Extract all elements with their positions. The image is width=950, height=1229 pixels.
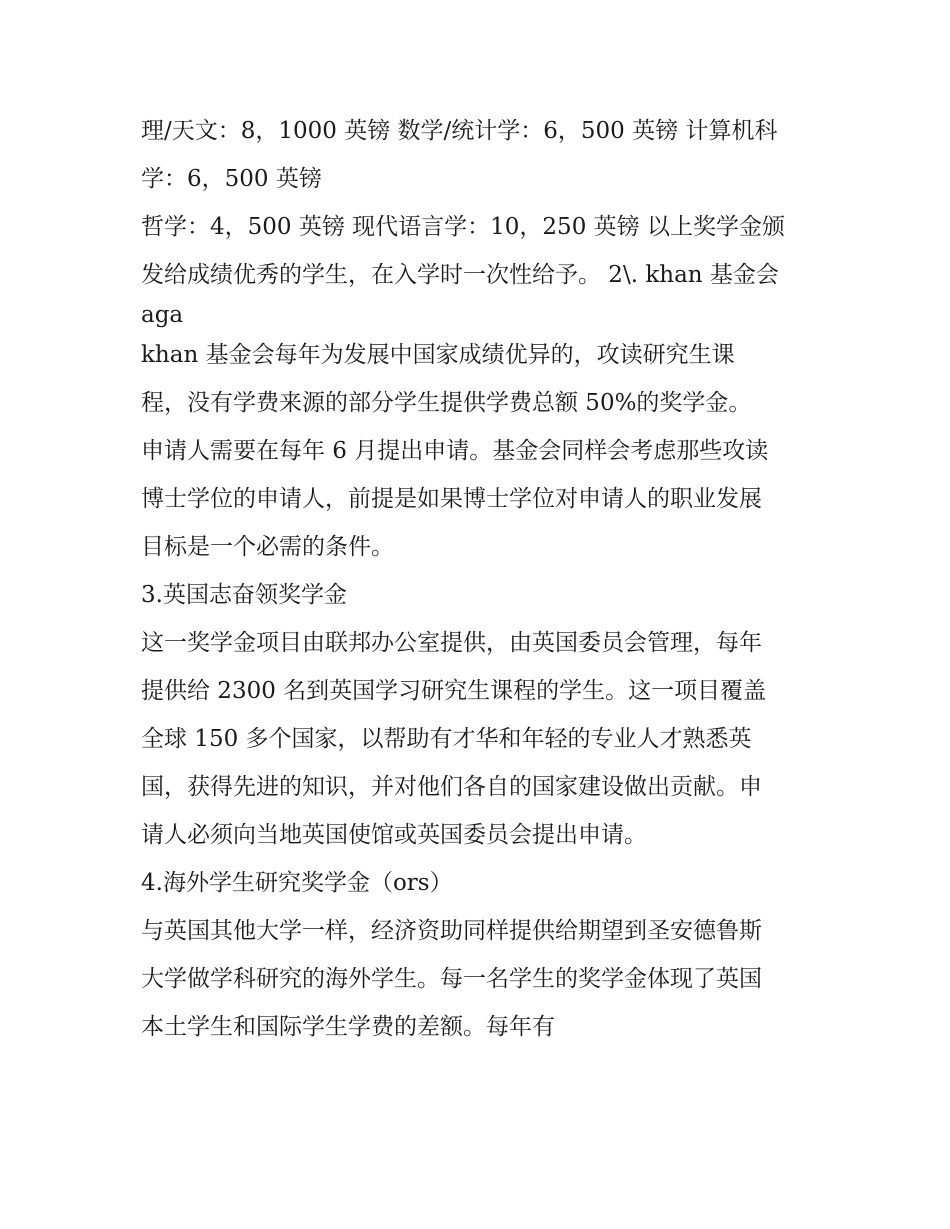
section-heading: 3.英国志奋领奖学金 bbox=[141, 582, 347, 608]
text-line: 这一奖学金项目由联邦办公室提供，由英国委员会管理，每年 bbox=[141, 630, 762, 656]
text-line: 程，没有学费来源的部分学生提供学费总额 50%的奖学金。 bbox=[141, 390, 752, 416]
text-line: 与英国其他大学一样，经济资助同样提供给期望到圣安德鲁斯 bbox=[141, 918, 762, 944]
text-line: 提供给 2300 名到英国学习研究生课程的学生。这一项目覆盖 bbox=[141, 678, 767, 704]
text-line: 发给成绩优秀的学生，在入学时一次性给予。 2\. khan 基金会 bbox=[141, 262, 779, 288]
text-line: 本土学生和国际学生学费的差额。每年有 bbox=[141, 1014, 555, 1040]
text-line: 学：6，500 英镑 bbox=[141, 166, 322, 192]
text-line: 请人必须向当地英国使馆或英国委员会提出申请。 bbox=[141, 822, 647, 848]
text-line: 目标是一个必需的条件。 bbox=[141, 534, 394, 560]
text-line: 博士学位的申请人，前提是如果博士学位对申请人的职业发展 bbox=[141, 486, 762, 512]
section-heading: 4.海外学生研究奖学金（ors） bbox=[141, 870, 453, 896]
text-line: 国，获得先进的知识，并对他们各自的国家建设做出贡献。申 bbox=[141, 774, 762, 800]
text-line: aga bbox=[141, 302, 184, 328]
text-line: 全球 150 多个国家，以帮助有才华和年轻的专业人才熟悉英 bbox=[141, 726, 752, 752]
text-line: khan 基金会每年为发展中国家成绩优异的，攻读研究生课 bbox=[141, 342, 735, 368]
text-line: 大学做学科研究的海外学生。每一名学生的奖学金体现了英国 bbox=[141, 966, 762, 992]
text-line: 理/天文：8，1000 英镑 数学/统计学：6，500 英镑 计算机科 bbox=[141, 118, 778, 144]
document-body bbox=[141, 111, 821, 1055]
text-line: 哲学：4，500 英镑 现代语言学：10，250 英镑 以上奖学金颁 bbox=[141, 214, 785, 240]
text-line: 申请人需要在每年 6 月提出申请。基金会同样会考虑那些攻读 bbox=[141, 438, 769, 464]
